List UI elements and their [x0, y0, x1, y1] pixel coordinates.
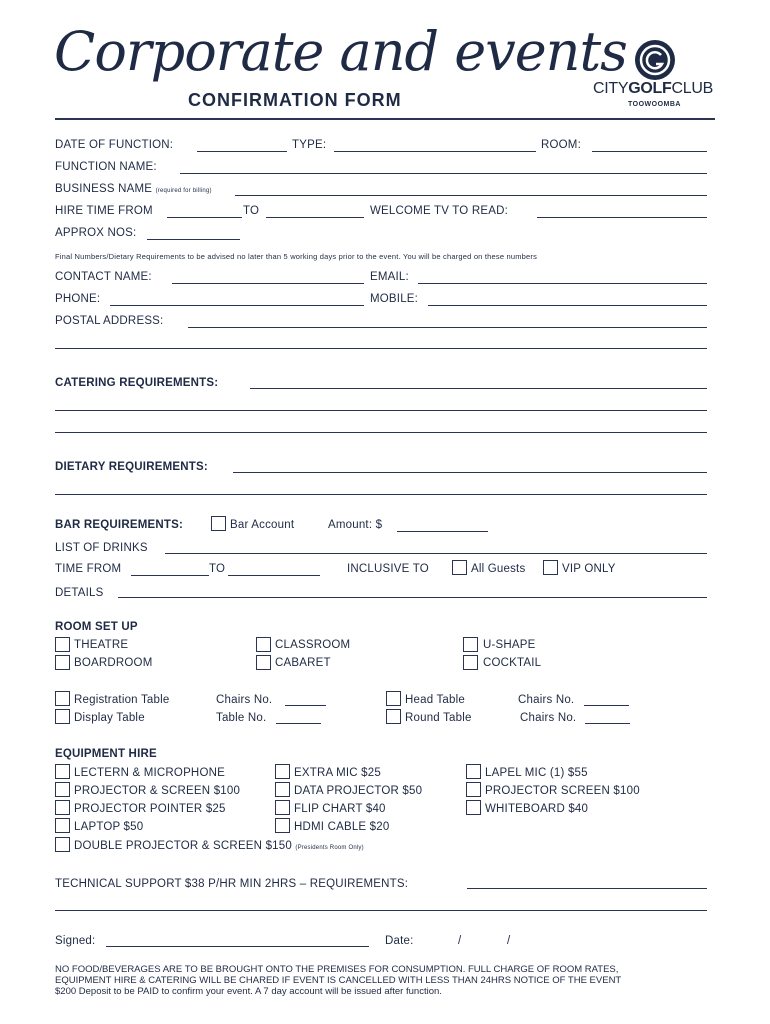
cocktail-checkbox[interactable] [463, 655, 478, 670]
display-table-no-field[interactable] [276, 723, 321, 724]
round-chairs-no-field[interactable] [585, 723, 630, 724]
extra-mic-checkbox[interactable] [275, 764, 290, 779]
vip-only-checkbox[interactable] [543, 560, 558, 575]
amount-label: Amount: $ [328, 519, 383, 531]
tech-support-field-2[interactable] [55, 910, 707, 911]
boardroom-label: BOARDROOM [74, 657, 153, 669]
classroom-checkbox[interactable] [256, 637, 271, 652]
registration-table-label: Registration Table [74, 694, 170, 706]
hire-time-from-field[interactable] [167, 217, 242, 218]
contact-name-field[interactable] [172, 283, 364, 284]
lectern-microphone-label: LECTERN & MICROPHONE [74, 767, 225, 779]
mobile-label: MOBILE: [370, 293, 419, 305]
double-projector-text: DOUBLE PROJECTOR & SCREEN $150 [74, 840, 292, 852]
hdmi-cable-checkbox[interactable] [275, 818, 290, 833]
flip-chart-label: FLIP CHART $40 [294, 803, 386, 815]
room-setup-label: ROOM SET UP [55, 621, 138, 633]
vip-only-label: VIP ONLY [562, 563, 616, 575]
type-field[interactable] [334, 151, 536, 152]
function-name-label: FUNCTION NAME: [55, 161, 157, 173]
presidents-room-note: (Presidents Room Only) [295, 845, 364, 851]
hdmi-cable-label: HDMI CABLE $20 [294, 821, 390, 833]
reg-chairs-no-label: Chairs No. [216, 694, 273, 706]
round-table-label: Round Table [405, 712, 472, 724]
postal-address-field[interactable] [188, 327, 707, 328]
lapel-mic-label: LAPEL MIC (1) $55 [485, 767, 588, 779]
theatre-checkbox[interactable] [55, 637, 70, 652]
bar-time-from-label: TIME FROM [55, 563, 122, 575]
tech-support-field[interactable] [467, 888, 707, 889]
hire-time-from-label: HIRE TIME FROM [55, 205, 153, 217]
tech-support-label: TECHNICAL SUPPORT $38 P/HR MIN 2HRS – REQUIREMENTS: [55, 878, 409, 890]
details-label: DETAILS [55, 587, 104, 599]
details-field[interactable] [118, 597, 707, 598]
logo-city: CITY [593, 80, 629, 97]
date-of-function-field[interactable] [197, 151, 287, 152]
business-name-note: (required for billing) [155, 188, 212, 194]
header-divider [55, 118, 715, 120]
signed-field[interactable] [106, 946, 369, 947]
whiteboard-checkbox[interactable] [466, 800, 481, 815]
cocktail-label: COCKTAIL [483, 657, 542, 669]
bar-time-from-field[interactable] [131, 575, 209, 576]
date-slash-2: / [507, 935, 511, 947]
dietary-field-2[interactable] [55, 494, 707, 495]
bar-account-checkbox[interactable] [211, 516, 226, 531]
amount-field[interactable] [397, 531, 488, 532]
display-table-no-label: Table No. [216, 712, 267, 724]
lectern-microphone-checkbox[interactable] [55, 764, 70, 779]
form-subtitle: CONFIRMATION FORM [188, 90, 402, 110]
hire-time-to-label: TO [243, 205, 260, 217]
u-shape-label: U-SHAPE [483, 639, 536, 651]
catering-label: CATERING REQUIREMENTS: [55, 377, 219, 389]
display-table-label: Display Table [74, 712, 145, 724]
date-label: Date: [385, 935, 414, 947]
registration-table-checkbox[interactable] [55, 691, 70, 706]
data-projector-checkbox[interactable] [275, 782, 290, 797]
laptop-label: LAPTOP $50 [74, 821, 144, 833]
list-of-drinks-field[interactable] [165, 553, 707, 554]
cabaret-label: CABARET [275, 657, 331, 669]
equipment-hire-label: EQUIPMENT HIRE [55, 748, 157, 760]
projector-screen-only-label: PROJECTOR SCREEN $100 [485, 785, 640, 797]
welcome-tv-label: WELCOME TV TO READ: [370, 205, 508, 217]
bar-time-to-label: TO [209, 563, 226, 575]
date-slash-1: / [458, 935, 462, 947]
welcome-tv-field[interactable] [537, 217, 707, 218]
contact-name-label: CONTACT NAME: [55, 271, 152, 283]
round-table-checkbox[interactable] [386, 709, 401, 724]
hire-time-to-field[interactable] [266, 217, 364, 218]
business-name-field[interactable] [235, 195, 707, 196]
approx-nos-label: APPROX NOS: [55, 227, 137, 239]
logo-club: CLUB [671, 80, 713, 97]
all-guests-checkbox[interactable] [452, 560, 467, 575]
flip-chart-checkbox[interactable] [275, 800, 290, 815]
dietary-label: DIETARY REQUIREMENTS: [55, 461, 208, 473]
cabaret-checkbox[interactable] [256, 655, 271, 670]
catering-field-3[interactable] [55, 432, 707, 433]
u-shape-checkbox[interactable] [463, 637, 478, 652]
terms-line-2: EQUIPMENT HIRE & CATERING WILL BE CHARED IF EVENT IS CANCELLED WITH LESS THAN 24HRS NOTICE OF THE EVENT [55, 975, 622, 986]
extra-mic-label: EXTRA MIC $25 [294, 767, 381, 779]
email-field[interactable] [418, 283, 707, 284]
inclusive-to-label: INCLUSIVE TO [347, 563, 429, 575]
phone-field[interactable] [110, 305, 364, 306]
double-projector-label [74, 840, 364, 852]
projector-pointer-label: PROJECTOR POINTER $25 [74, 803, 226, 815]
head-table-checkbox[interactable] [386, 691, 401, 706]
terms-footer [55, 964, 715, 997]
logo-golf: GOLF [628, 80, 672, 97]
reg-chairs-no-field[interactable] [285, 705, 326, 706]
type-label: TYPE: [292, 139, 327, 151]
bar-account-label: Bar Account [230, 519, 295, 531]
round-chairs-no-label: Chairs No. [520, 712, 577, 724]
classroom-label: CLASSROOM [275, 639, 351, 651]
catering-field-2[interactable] [55, 410, 707, 411]
postal-address-label: POSTAL ADDRESS: [55, 315, 164, 327]
theatre-label: THEATRE [74, 639, 129, 651]
logo-wordmark [593, 80, 713, 98]
signed-label: Signed: [55, 935, 96, 947]
bar-requirements-label: BAR REQUIREMENTS: [55, 519, 183, 531]
form-title-script: Corporate and events [54, 20, 627, 83]
projector-pointer-checkbox[interactable] [55, 800, 70, 815]
boardroom-checkbox[interactable] [55, 655, 70, 670]
projector-screen-label: PROJECTOR & SCREEN $100 [74, 785, 241, 797]
list-of-drinks-label: LIST OF DRINKS [55, 542, 148, 554]
display-table-checkbox[interactable] [55, 709, 70, 724]
terms-line-1: NO FOOD/BEVERAGES ARE TO BE BROUGHT ONTO THE PREMISES FOR CONSUMPTION. FULL CHARGE OF ROOM RATES, [55, 964, 619, 975]
room-field[interactable] [592, 151, 707, 152]
bar-time-to-field[interactable] [228, 575, 320, 576]
head-table-label: Head Table [405, 694, 465, 706]
logo-location: TOOWOOMBA [628, 101, 681, 108]
projector-screen-only-checkbox[interactable] [466, 782, 481, 797]
projector-screen-checkbox[interactable] [55, 782, 70, 797]
room-label: ROOM: [541, 139, 581, 151]
postal-address-field-2[interactable] [55, 348, 707, 349]
dietary-field[interactable] [233, 472, 707, 473]
business-name-text: BUSINESS NAME [55, 183, 153, 195]
lapel-mic-checkbox[interactable] [466, 764, 481, 779]
golf-club-emblem-icon [590, 36, 720, 82]
double-projector-checkbox[interactable] [55, 837, 70, 852]
mobile-field[interactable] [428, 305, 707, 306]
head-chairs-no-field[interactable] [584, 705, 629, 706]
final-numbers-note: Final Numbers/Dietary Requirements to be advised no later than 5 working days prior to the event. You will be charged on these numbers [55, 252, 538, 261]
catering-field[interactable] [250, 388, 707, 389]
data-projector-label: DATA PROJECTOR $50 [294, 785, 423, 797]
laptop-checkbox[interactable] [55, 818, 70, 833]
phone-label: PHONE: [55, 293, 101, 305]
date-of-function-label: DATE OF FUNCTION: [55, 139, 174, 151]
all-guests-label: All Guests [471, 563, 526, 575]
email-label: EMAIL: [370, 271, 409, 283]
head-chairs-no-label: Chairs No. [518, 694, 575, 706]
approx-nos-field[interactable] [147, 239, 240, 240]
terms-line-3: $200 Deposit to be PAID to confirm your event. A 7 day account will be issued after function. [55, 986, 442, 997]
function-name-field[interactable] [180, 173, 707, 174]
business-name-label [55, 183, 212, 195]
whiteboard-label: WHITEBOARD $40 [485, 803, 589, 815]
